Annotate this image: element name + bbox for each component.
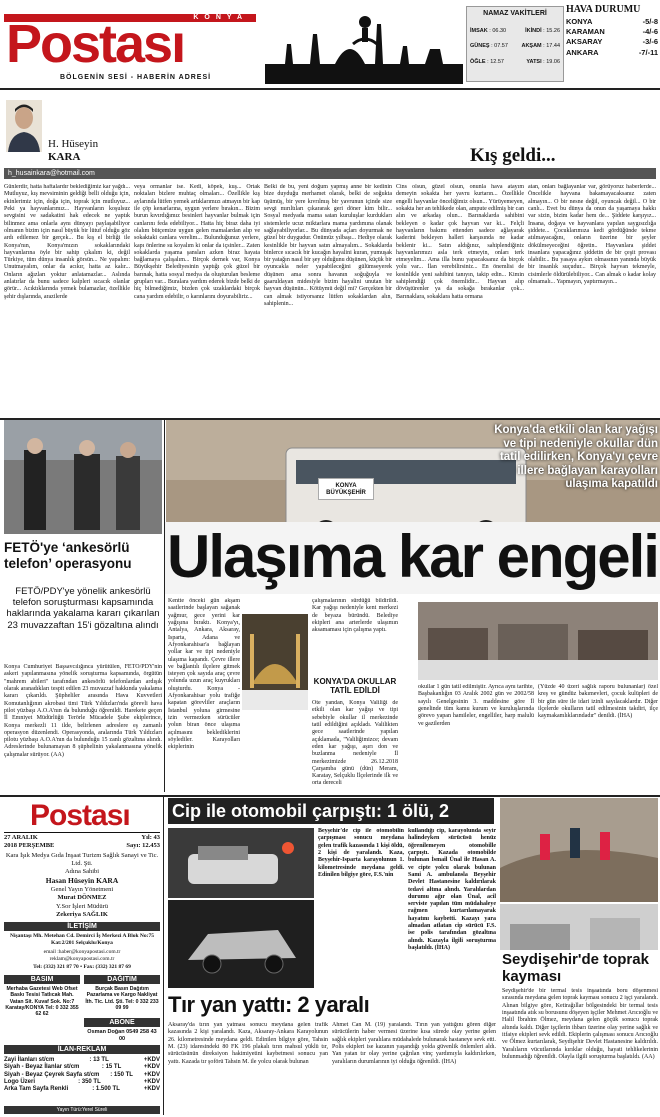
mosque-snow-photo xyxy=(242,614,308,710)
crash-photo-1 xyxy=(168,828,314,898)
lead-text-col-3: okullar 1 gün tatil edilmiştir. Ayrıca aynı tarihte, Başbakanlığın 03 Aralık 2002 gün ve 2002/58 sayılı Genelgesinin 3. maddesine göre İl genelinde tüm kamu kurum ve kuruluşlarında görevo yapan hamileler, engelliler, harp malulü ve gazilerden xyxy=(418,684,534,727)
truck-queue-photo xyxy=(418,602,658,680)
ad-price: : 1.500 TL xyxy=(92,1086,120,1093)
ad-tax: +KDV xyxy=(143,1078,160,1085)
prayer-time: 15.26 xyxy=(546,27,560,34)
masthead-konya-label: KONYA xyxy=(4,14,256,22)
prayer-time: 19.06 xyxy=(546,58,560,65)
prayer-time: 07.57 xyxy=(494,43,508,50)
weather-row xyxy=(566,27,658,36)
lead-subhead: Konya'da etkili olan kar yağışı ve tipi nedeniyle okullar dün tatil edilirken, Konya'yı çevre illere bağlayan karayolları ulaşıma kapatıldı xyxy=(494,424,658,491)
ad-label: Zayi İlanları st/cm xyxy=(4,1057,55,1063)
prayer-time: 06.30 xyxy=(492,27,507,34)
impressum-date-row xyxy=(4,834,160,842)
ad-tax: +KDV xyxy=(143,1071,160,1078)
weather-row xyxy=(566,48,658,57)
weather-title: HAVA DURUMU xyxy=(566,4,641,15)
impressum-date: 27 ARALIK xyxy=(4,834,38,841)
header-divider xyxy=(0,88,660,90)
impressum-rule xyxy=(4,832,160,833)
impressum-address: Nişantaşı Mh. Metehan Cd. Demirci İş Merkezi A Blok No:75 Kat:2/201 Selçuklu/Konya xyxy=(10,933,154,946)
column-title: Kış geldi... xyxy=(470,145,556,166)
ad-label: Siyah - Beyaz İlanlar st/cm xyxy=(4,1064,80,1071)
column-text-col-4: Cins olsun, güzel olsun, onunla hava atayım demeyin sokakta her yavru kurtarın... Özellikle engelli hayvanlar önceliğimiz olsun... Yürüyemeyen, sokakta her an tehlikede olan, ampute edilmiş bir can alın ve arkadaş olun... Barınaklarda sahibini bekleyen o kadar çok hayvan var ki... Felçli hayvanların bakımı ettenden sadece ağlayarak kaderini bekleyen halleri karşısında ne kadar beklenir ki... Satın aldığınız, sahiplendiğiniz hayvanlarımızı asla terk etmeyin, onları terk etmeyelim... Ama illa bunu yapacaksanız da birçok yolu var... İlan verebilirsiniz... En önemlisi de kesinlikle yeni sahibini tanıyın, takip edin... Kimin sahiplendiği çok önemlidir... Hayvan alıp dövüştürenler ya da sokağa bırakanlar çok... Barınaklara, sokaklara hatta ormana xyxy=(396,184,524,300)
prayer-label: ÖĞLE xyxy=(470,58,486,65)
prayer-label: İKİNDİ xyxy=(525,27,542,34)
dagitim-info: Burçak Basın Dağıtım Pazarlama ve Kargo Nakliyat İth. Tic. Ltd. Şti. Tel: 0 332 233 09 99 xyxy=(85,986,159,1012)
dagitim-heading: DAĞITIM xyxy=(84,975,160,984)
author-email[interactable]: h_husainkara@hotmail.com xyxy=(4,168,656,179)
column-text-col-2: veya ormanlar ise. Kedi, köpek, kuş... Ortak noktaları bizlere muhtaç olmaları... Özellikle kış aylarında lütfen yemek artıklarımızı atmayın bir kap ile çöp kenarlarına, uygun yerlere bırakın... Bizim burun kıvırdığımız besinleri hayvanlar bulmak için canlarını feda edebiliyor... Hatta hiç biraz daha iyi olalım bütçemize uygun gelen mamalardan alıp ve sokaktaki canlara verelim... Bulunduğunuz yerlere, kapı önlerine su koyalım ki onlar da içsinler... Zaten sokaklarda yaşama şansları azken biraz hayata bağlamaya çalışalım... Birçok dernek var, Konya Büyükşehir Belediyesinin yaptığı çok güzel bir barınak, hatta sosyal medya da oluşturulan besleme grupları var... Buralara yardım ederek bizde belki de hiç bilmediğimiz, bizden çok uzaklardaki birçok cana yardım edebilir, o karınlarını doyurabiliriz... xyxy=(134,184,260,300)
author-name xyxy=(48,138,98,165)
section-divider xyxy=(0,795,660,797)
ad-price: : 15 TL xyxy=(101,1064,122,1071)
ad-price-row xyxy=(4,1079,160,1086)
prayer-label: GÜNEŞ xyxy=(470,43,490,50)
impressum-email[interactable]: email :haber@konyapostasi.com.tr xyxy=(43,949,121,955)
konya-skyline-illustration xyxy=(265,4,463,84)
landslide-photo xyxy=(500,798,658,902)
ad-price-list xyxy=(4,1057,160,1094)
seydisehir-headline: Seydişehir'de toprak kayması xyxy=(502,951,649,985)
rescue-workers-image xyxy=(500,798,658,902)
prayer-time: 17.44 xyxy=(546,43,560,50)
lead-text-col-1: Kentte önceki gün akşam saatlerinde başlayan sağanak yağmur, gece yerini kar yağışına bıraktı. Konya'yı, Antalya, Ankara, Aksaray, Isparta, Adana ve Afyonkarahisar'a bağlayan yollar kar ve tipi nedeniyle ulaşıma kapandı. Çevre illere ve bağlantılı ilçelere gitmek isteyen çok sayıda araç çevre yolunda uzun araç kuyrukları oluşturdu. Konya - Afyonkarahisar yolu trafiğe kapatan görevliler araçların İstanbul yoluna girmesine izin vermezken sürücüler yolun biran önce ulaşıma açılmasını beklediklerini söylediler. Karayolları ekiplerinin xyxy=(168,598,240,751)
impressum-editor-title: Y.Sor İşleri Müdürü xyxy=(55,903,109,910)
column-text-col-5: atan, onları bağlayanlar var, görüyoruz haberlerde... Öncelikle hayvana bakamayacaksanız zaten almayın... O bir nesne değil, oyuncak değil... O bir canlı... Evet bu dünya da onun da yaşamaya hakkı var sizin, bizim kadar hem de... Şiddete karşıyız... İnsana, doğaya ve hayvanlara yapılan saygısızlığa şiddete... Çocuklarımıza kedi gördüğünde tekme atılmayacağını, onların üzerine bir şeyler dökülmeyeceğini öğretin.. Hayvanlara şiddet insanlara yapacağınız şiddetin de bir çeşit provası olabilir... Bu yasaya aykırı olmasının yanında büyük bir insanlık suçudur... Birçok hayvan tekmeyle, cisimlerle öldürülebiliyor... Can almak o kadar kolay olmamalı... Yapmayın, yaptırmayın... xyxy=(528,184,656,286)
impressum-phone: Tel: (332) 321 87 70 • Fax: (332) 321 87 69 xyxy=(33,964,131,970)
impressum-year: Yıl: 43 xyxy=(141,834,160,841)
author-portrait-icon xyxy=(6,100,42,152)
trucks-in-snow-image xyxy=(418,602,658,680)
ad-price: : 13 TL xyxy=(89,1057,109,1063)
feto-body: Konya Cumhuriyet Başsavcılığınca yürütülen, FETÖ/PDY'nin askeri yapılanmasına yönelik soruşturma kapsamında, örgütün "mahrem abileri" tarafından ankesörlü telefonlardan ardışık olarak aranadıkları tespit edilen 23 muvazzaf hakkında yakalama kararı çıkarıldı. Şüpheliler arasında Hava Kuvvetleri Komutanlığının akrobasi timi Türk Yıldızları'nda görevli hava pilot yüzbaşı A.O.A'nın da bulunduğu öğrenildi. Harekete geçen İl Emniyet Müdürlüğü Terörle Mücadele Şube ekiplerince, Konya merkezli 11 ilde, belirlenen adreslere eş zamanlı operasyon düzenlendi. Operasyonda, aralarında Türk Yıldızları pilotu yüzbaşı A.O.A'nın da bulunduğu 15 zanlı gözaltına alındı. Adreslerinde bulunamayan 8 şüphelinin yakalanmasına yönelik çalışmalar sürüyor. (AA) xyxy=(4,664,162,758)
okul-subheading: KONYA'DA OKULLAR TATİL EDİLDİ xyxy=(313,677,397,695)
lead-text-col-2: çalışmalarının sürdüğü bildirildi. Kar yağışı nedeniyle kent merkezi de beyaza büründü. Belediye ekipleri ana arterlerde ulaşımın aksamaması için çalışma yaptı. xyxy=(312,598,398,634)
construction-site-image xyxy=(500,904,658,950)
author-first-name: H. Hüseyin xyxy=(48,138,99,150)
impressum-company: Kara İşık Medya Gıda İnşaat Turizm Sağlık Sanayi ve Tic. Ltd. Şti. xyxy=(5,852,159,867)
ad-tax: +KDV xyxy=(143,1086,160,1093)
ad-price: : 350 TL xyxy=(78,1078,101,1085)
impressum-editor: Zekeriya SAĞLIK xyxy=(56,911,108,918)
ad-label: Logo Üzeri xyxy=(4,1078,35,1085)
accident-body: kullandığı cip, karayolunda seyir halindeyken sürücüsü henüz öğrenilemeyen otomobille çarpıştı. Kazada otomobilde bulunan İsmail Ünal ile Hasan A. ve cipte yolcu olarak bulunan Sami A. ambulansla Beyşehir Devlet Hastanesine kaldırılarak tedavi altına alındı. Yaralılardan durumu ağır olan Ünal, acil serviste yapılan tüm müdahaleye rağmen kurtarılamayarak hayatını kaybetti. Kazayı yara almadan atlatan cip sürücü F.S. ise polis tarafından gözaltına alındı. Kazayla ilgili soruşturma başlatıldı. (İHA) xyxy=(408,828,496,951)
column-text-col-1: Günlerdir, hatta haftalardır beklediğimiz kar yağdı... Mutluyuz, kış mevsiminin geldiği belli olduğu için, ekinlerimiz için, doğa için, toprak için mutluyuz... Peki ya hayvanlarımız... Hayvanların koşulsuz sevgisini ve sadakatini hak edecek ne yaptık bilinmez ama onlarla aynı dünyayı paylaşabiliyor olmanın bizim için nasıl büyük bir lütuf olduğu göz ardı edilemez bir gerçek... Bu kış el birliği ile Konya'nın, Konya'mızın sokaklarındaki hayvanlarına öyle bir sahip çıkalım ki, değil Türkiye, tüm dünya insanlık görsün... Ne yapalım: Unutmayalım, onlar da acıkır, hatta az kalır... Onların ağızları yoktur anlatamazlar... Aslında anlatırlar da bunu sadece kalpleri sıcacık olanlar görür... Acıktıklarında yemek bulamazlar, özellikle şehir dışlarında, arazilerde xyxy=(4,184,130,300)
prayer-time: 12.57 xyxy=(490,58,504,65)
prayer-row: ÖĞLE : 12.57 YATSI : 19.06 xyxy=(470,58,560,65)
abone-heading: ABONE xyxy=(84,1018,160,1027)
prayer-row: İMSAK : 06.30 İKİNDİ : 15.26 xyxy=(470,27,560,34)
tir-text-col-2: Ahmet Can M. (19) yaralandı. Tırın yan yattığını gören diğer sürücülerin haber vermesi üzerine kısa sürede olay yerine gelen sağlık ekipleri yaralılara müdahalede bulunarak hastaneye sevk etti. Polis ekipleri ise kazanın yaşandığı yolda güvenlik önlemleri aldı. Yan yatan tır olay yerine çağrılan vinç yardımıyla kaldırılırken, yaralıların durumlarının iyi olduğu öğrenildi. (İHA) xyxy=(332,1022,496,1065)
landslide-site-photo xyxy=(500,904,658,950)
prayer-row: GÜNEŞ : 07.57 AKŞAM : 17.44 xyxy=(470,43,560,50)
impressum-day: 2018 PERŞEMBE xyxy=(4,842,55,849)
impressum-brand: Postası xyxy=(30,799,130,832)
weather-temp: -3/-6 xyxy=(642,37,658,47)
weather-city: KARAMAN xyxy=(566,27,605,37)
weather-box xyxy=(566,4,658,84)
prayer-times-box xyxy=(466,6,564,82)
masthead-brand-word: Postası xyxy=(6,14,185,74)
prayer-label: İMSAK xyxy=(470,27,488,34)
weather-temp: -5/-8 xyxy=(642,17,658,27)
masthead-slogan: BÖLGENİN SESİ - HABERİN ADRESİ xyxy=(60,74,212,81)
prayer-label: AKŞAM xyxy=(521,43,542,50)
impressum-owner-title: Adına Sahibi xyxy=(64,868,100,875)
ad-tax: +KDV xyxy=(143,1057,160,1063)
crash-photo-2 xyxy=(168,900,314,988)
tir-headline: Tır yan yattı: 2 yaralı xyxy=(168,992,370,1017)
impressum-reklam-email[interactable]: reklam@konyapostasi.com.tr xyxy=(49,956,115,962)
feto-headline: FETÖ'ye ‘ankesörlü telefon’ operasyonu xyxy=(4,540,132,571)
police-arrest-image xyxy=(4,420,162,534)
weather-city: AKSARAY xyxy=(566,37,603,47)
mosque-night-image xyxy=(242,614,308,710)
weather-row xyxy=(566,17,658,26)
prayer-label: YATSI xyxy=(526,58,542,65)
accident-headline: Cip ile otomobil çarpıştı: 1 ölü, 2 xyxy=(168,798,494,824)
lead-text-col-4: (Yüzde 40 üzeri sağlık raporu bulunanlar) özel kreş ve gündüz bakımevleri, çocuk kulüpleri de bir gün süre ile idari izinli sayılacaklardır. Diğer ilçelerde okulların tatil edilmesinin takdiri, ilçe kaymakamlıklarındadır" denildi. (İHA) xyxy=(538,684,658,720)
ad-price-row xyxy=(4,1064,160,1071)
feto-subhead: FETÖ/PDY'ye yönelik ankesörlü telefon soruşturması kapsamında haklarında yakalama kararı çıkarılan 23 muvazzaftan 15'i gözaltına alındı xyxy=(6,586,160,631)
weather-city: ANKARA xyxy=(566,47,599,57)
ad-price-row xyxy=(4,1072,160,1079)
impressum-gm-title: Genel Yayın Yönetmeni xyxy=(50,886,114,893)
abone-info: Osman Doğan 0549 258 43 00 xyxy=(87,1029,157,1042)
bus-sign: KONYA BÜYÜKŞEHİR xyxy=(318,478,374,500)
feto-operation-photo xyxy=(4,420,162,534)
basim-info: Merhaba Gazetesi Web Ofset Baskı Tesisi Tatlıcak Mah. Vatan Sit. Kuvaf Sok. No:7 Karatay/KONYA Tel: 0 332 355 62 62 xyxy=(5,986,79,1018)
impressum-footer: Yayın Türü:Yerel Süreli xyxy=(4,1106,160,1114)
weather-temp: -4/-6 xyxy=(642,27,658,37)
vertical-rule xyxy=(164,420,165,792)
weather-row xyxy=(566,37,658,46)
crashed-car-image xyxy=(168,828,314,898)
impressum-issue: Sayı: 12.453 xyxy=(126,842,160,849)
ad-price: : 150 TL xyxy=(110,1071,133,1078)
accident-lead: Beyşehir'de cip ile otomobilin çarpışması sonucu meydana gelen trafik kazasında 1 kişi öldü, 2 kişi de yaralandı. Kaza, Beyşehir-Isparta karayolunun 1. kilometresinde meydana geldi. Edinilen bilgiye göre, F.S.'nin xyxy=(318,828,404,878)
author-photo xyxy=(6,100,42,152)
impressum-gm: Murat DÖNMEZ xyxy=(57,894,107,901)
contact-heading: İLETİŞİM xyxy=(4,922,160,931)
wrecked-jeep-image xyxy=(168,900,314,988)
weather-city: KONYA xyxy=(566,17,593,27)
vertical-rule xyxy=(163,797,164,1115)
weather-temp: -7/-11 xyxy=(638,47,658,57)
lead-headline: Ulaşıma kar engeli xyxy=(165,522,660,594)
ad-label: Arka Tam Sayfa Renkli xyxy=(4,1086,69,1093)
prayer-times-title: NAMAZ VAKİTLERİ xyxy=(483,10,547,17)
lead-text-col-2b: Öte yandan, Konya Valiliği de etkili olan kar yağışı ve tipi sebebiyle okullar il merkezinde tatil edildiğini açıkladı. Valilikten gece saatlerinde yapılan açıklamada, "Valiliğimizce; devam eden kar yağışı, aşırı don ve buzlanma nedeniyle İl merkezimizde 26.12.2018 Çarşamba günü (dün) Meram, Karatay, Selçuklu İlçelerinde ilk ve orta dereceli xyxy=(312,700,398,787)
ilan-heading: İLAN-REKLAM xyxy=(4,1045,160,1054)
tir-text-col-1: Aksaray'da tırın yan yatması sonucu meydana gelen trafik kazasında 2 kişi yaralandı. Kaza, Aksaray-Ankara Karayolunun 26. kilometresinde meydana geldi. Edinilen bilgiye göre, Tahsin M. (23) idaresindeki 80 FK 196 plakalı tırın mahsul yüklü tır, sürücüsünün direksiyon hakimiyetini kaybetmesi sonucu yan yattı. Kazada tır şoförü Tahsin M. ile yolcu olarak bulunan xyxy=(168,1022,328,1065)
impressum-day-row xyxy=(4,842,160,850)
ad-label: Siyah - Beyaz Çeyrek Sayfa st/cm xyxy=(4,1071,100,1078)
ad-tax: +KDV xyxy=(143,1064,160,1071)
column-text-col-3: Belki de bu, yeni doğum yapmış anne bir kedinin bize duyduğu merhamet olarak, belki de soğukta üşümüş, bir yere kıvrılmış bir yavrunun içinde size sevgi mırıltıları çıkararak geri döner kim bilir... Sosyal medyada mama satan kuruluşlar kurdukları sistemlerle ucuz miktarlara mama yardımına olanak sağlayabiliyorlar... Bu dünyada açları doyurmak ne güzel bir duygudur. Önümüz yılbaşı... Hediye olarak kesinlikle bir hayvan satın almayalım... Sokaklarda binlerce sıcacık bir kucağın hayalini kuran, yumuşak bir yatağın nasıl bir şey olduğunu düşünen, küçük bir oyuncakla neler yapabileceğini gülümseyerek düşünen ama sonra havanın soğuğuyla ve gaaruldayan midesiyle bizim hayalini unutan bir hayvan düşünün... Kötüymü değil mi? Gerçekten bir can almak istiyorsanız lütfen sokaklardan alın, sahiplenin... xyxy=(264,184,392,307)
seydisehir-body: Seydişehir'de bir termal tesis inşaatında boru döşenmesi sırasında meydana gelen toprak kayması sonucu 2 işçi yaralandı. Alınan bilgiye göre, Ketirağıllar bölgesindeki bir termal tesis inşaatında atık su borusunu döşeyen işçiler Mehmet Arıcıoğlu ve Halil İbrahim Ölmez, meydana gelen göçük sonucu toprak altında kaldı. Diğer işçilerin ihbarı üzerine olay yerine sağlık ve itfaiye ekipleri sevk edildi. Ekiplerin çalışması sonucu Arıcıoğlu ve Ölmez kurtarılarak, Seydişehir Devlet Hastanesine kaldırıldı. Yaralıların vücutlarında kırıklar olduğu, hayati tehlikelerinin bulunmadığı öğrenildi. Olayla ilgili soruşturma başlatıldı. (AA) xyxy=(502,988,658,1060)
ad-price-row xyxy=(4,1086,160,1093)
author-last-name: KARA xyxy=(48,151,81,164)
impressum-owner: Hasan Hüseyin KARA xyxy=(45,876,119,885)
basim-heading: BASIM xyxy=(4,975,80,984)
